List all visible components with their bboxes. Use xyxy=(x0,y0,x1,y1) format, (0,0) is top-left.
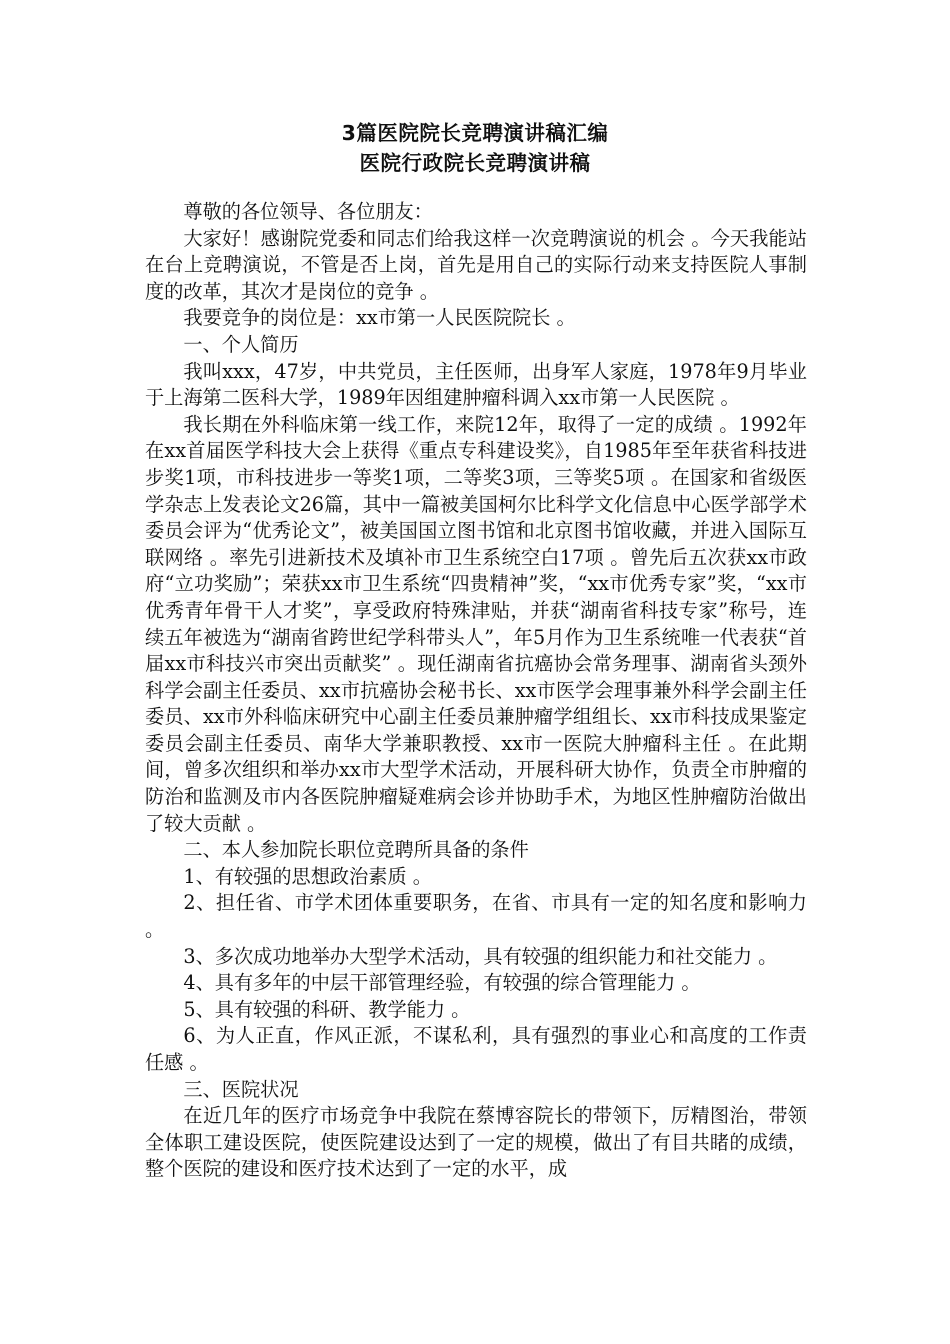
condition-item: 6、为人正直，作风正派，不谋私利，具有强烈的事业心和高度的工作责任感 。 xyxy=(145,1024,807,1074)
section-heading-resume: 一、个人简历 xyxy=(183,332,299,356)
paragraph-achievements: 我长期在外科临床第一线工作，来院12年，取得了一定的成绩 。1992年在xx首届医学科技大会上获得《重点专科建设奖》，自1985年至年获省科技进步奖1项，市科技进步一等奖1项，二等奖3项，三等奖5项 。在国家和省级医学杂志上发表论文26篇，其中一篇被美国柯尔比科学文化信息中心医学部学术委员会评为“优秀论文”，被美国国立图书馆和北京图书馆收藏，并进入国际互联网络 。率先引进新技术及填补市卫生系统空白17项 。曾先后五次获xx市政府“立功奖励”；荣获xx市卫生系统“四贵精神”奖，“xx市优秀专家”奖，“xx市优秀青年骨干人才奖”，享受政府特殊津贴，并获“湖南省科技专家”称号，连续五年被选为“湖南省跨世纪学科带头人”，年5月作为卫生系统唯一代表获“首届xx市科技兴市突出贡献奖” 。现任湖南省抗癌协会常务理事、湖南省头颈外科学会副主任委员、xx市抗癌协会秘书长、xx市医学会理事兼外科学会副主任委员、xx市外科临床研究中心副主任委员兼肿瘤学组组长、xx市科技成果鉴定委员会副主任委员、南华大学兼职教授、xx市一医院大肿瘤科主任 。在此期间，曾多次组织和举办xx市大型学术活动，开展科研大协作，负责全市肿瘤的防治和监测及市内各医院肿瘤疑难病会诊并协助手术，为地区性肿瘤防治做出了较大贡献 。 xyxy=(145,412,807,835)
paragraph-intro: 我叫xxx，47岁，中共党员，主任医师，出身军人家庭，1978年9月毕业于上海第二医科大学，1989年因组建肿瘤科调入xx市第一人民医院 。 xyxy=(145,359,807,410)
condition-item: 5、具有较强的科研、教学能力 。 xyxy=(183,997,471,1021)
document-subtitle: 医院行政院长竞聘演讲稿 xyxy=(359,151,591,175)
section-heading-hospital: 三、医院状况 xyxy=(183,1077,299,1101)
document-title: 3篇医院院长竞聘演讲稿汇编 xyxy=(341,121,609,145)
condition-item: 4、具有多年的中层干部管理经验，有较强的综合管理能力 。 xyxy=(183,971,701,995)
condition-item: 1、有较强的思想政治素质 。 xyxy=(183,864,432,888)
title-block xyxy=(145,118,805,178)
paragraph-hospital-status: 在近几年的医疗市场竞争中我院在蔡博容院长的带领下，厉精图治，带领全体职工建设医院，使医院建设达到了一定的规模，做出了有目共睹的成绩，整个医院的建设和医疗技术达到了一定的水平，成 xyxy=(145,1104,807,1181)
condition-item: 2、担任省、市学术团体重要职务，在省、市具有一定的知名度和影响力 。 xyxy=(145,891,807,942)
condition-item: 3、多次成功地举办大型学术活动，具有较强的组织能力和社交能力 。 xyxy=(183,944,778,968)
paragraph-greeting: 大家好！感谢院党委和同志们给我这样一次竞聘演说的机会 。今天我能站在台上竞聘演说，不管是否上岗，首先是用自己的实际行动来支持医院人事制度的改革，其次才是岗位的竞争 。 xyxy=(145,226,807,303)
section-heading-conditions: 二、本人参加院长职位竞聘所具备的条件 xyxy=(183,838,529,862)
salutation: 尊敬的各位领导、各位朋友： xyxy=(183,200,433,223)
document-body xyxy=(145,199,807,1183)
paragraph-position: 我要竞争的岗位是：xx市第一人民医院院长 。 xyxy=(183,306,576,330)
